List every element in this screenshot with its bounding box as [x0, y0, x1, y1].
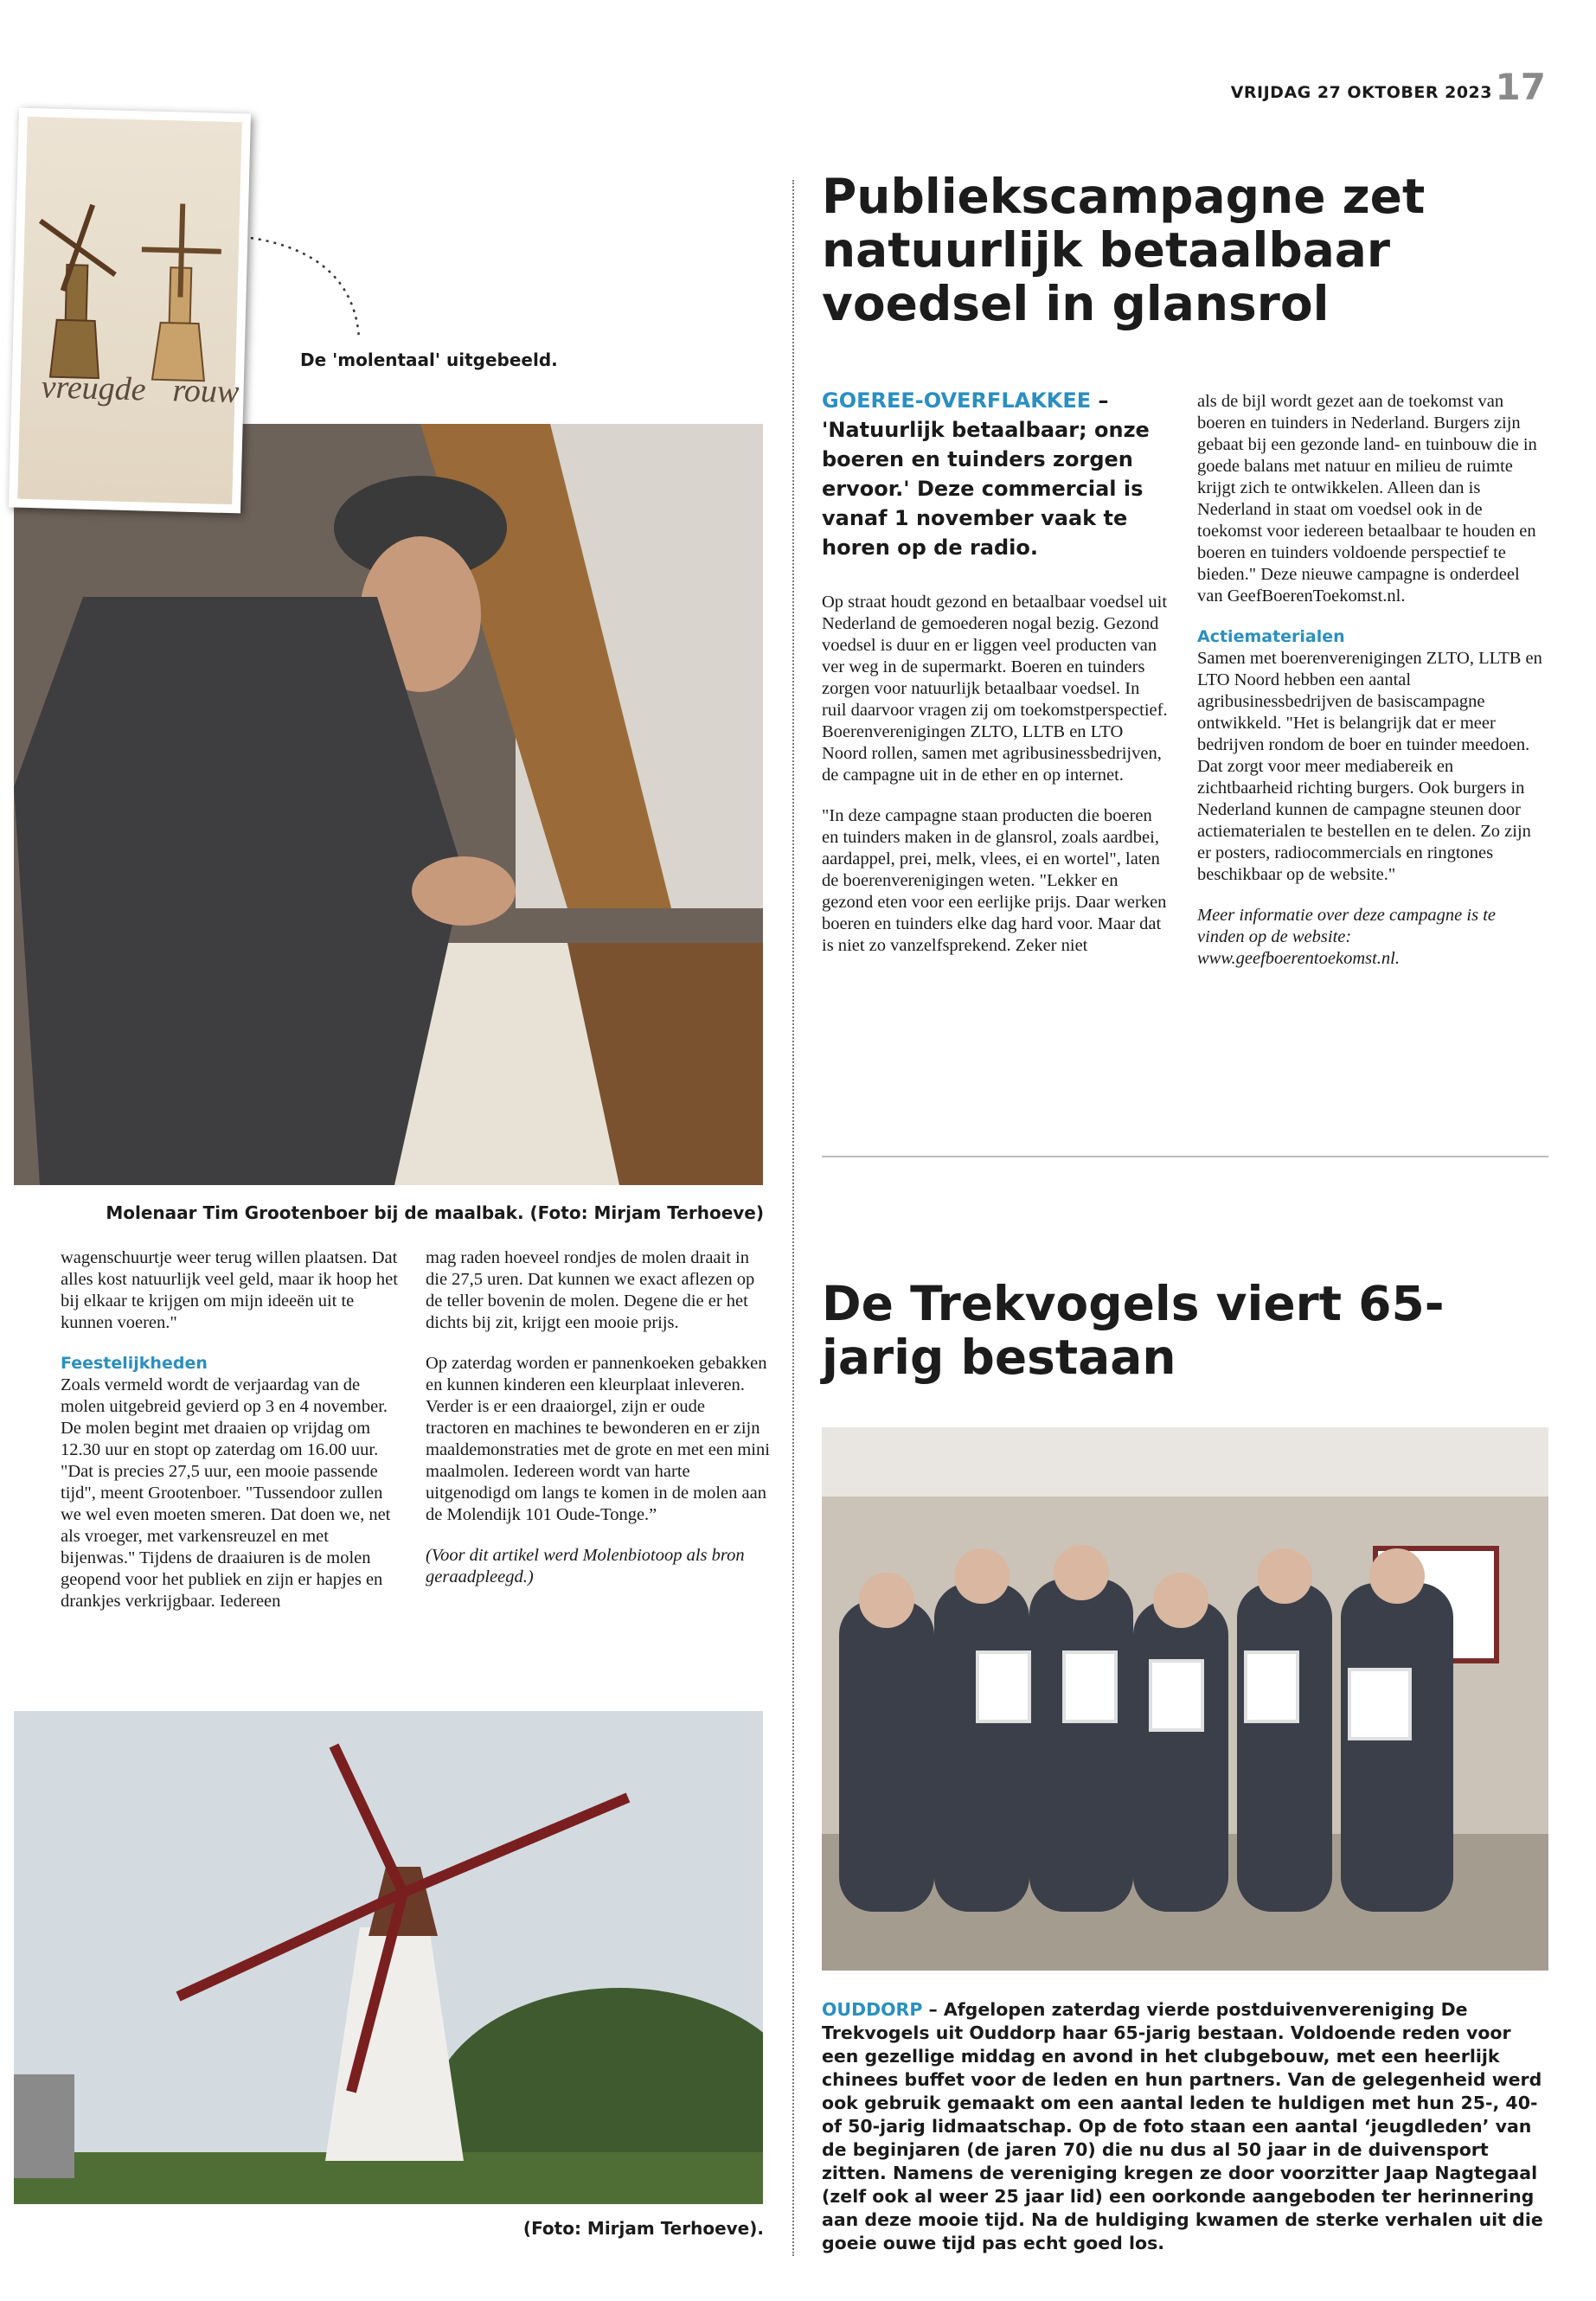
campaign-lead — [822, 386, 1168, 562]
windmill-symbols-illustration — [17, 117, 241, 504]
campaign-column-2 — [1197, 391, 1543, 989]
campaign-paragraph: "In deze campagne staan producten die boeren en tuinders maken in de glansrol, zoals aardbei, aardappel, prei, melk, vlees, ei en wortel", laten de boerenverenigingen weten. "Lekker en gezond eten voor een eerlijke prijs. Daar werken boeren en tuinders elke dag hard voor. Maar dat is niet zo vanzelfsprekend. Zeker niet — [822, 806, 1167, 955]
molentaal-photo — [9, 108, 251, 514]
article-separator — [822, 1156, 1548, 1157]
campaign-website-note: Meer informatie over deze campagne is te vinden op de website: www.geefboerentoekomst.nl. — [1197, 906, 1496, 968]
column-divider — [792, 180, 794, 2256]
polaroid-word-rouw: rouw — [172, 372, 240, 411]
trekvogels-dateline: OUDDORP — [822, 1999, 923, 2020]
trekvogels-group-photo — [822, 1427, 1548, 1971]
page-number: 17 — [1495, 66, 1546, 108]
campaign-subhead: Actiematerialen — [1197, 627, 1345, 646]
molen-source-note: (Voor dit artikel werd Molenbiotoop als bron geraadpleegd.) — [426, 1546, 745, 1586]
molenaar-photo-shapes — [14, 424, 763, 1185]
molentaal-photo-inner — [17, 117, 241, 504]
molen-paragraph: Op zaterdag worden er pannenkoeken gebakken en kunnen kinderen een kleurplaat inleveren. Verder is er een draaiorgel, zijn er oude tractoren en machines te bewonderen en er zijn maaldemonstraties met de grote en met een mini maalmolen. Iedereen wordt van harte uitgenodigd om langs te komen in de molen aan de Molendijk 101 Oude-Tonge.” — [426, 1354, 770, 1524]
campaign-paragraph: Op straat houdt gezond en betaalbaar voedsel uit Nederland de gemoederen nogal bezig. Gezond voedsel is duur en er liggen veel producten van ver weg in de supermarkt. Boeren en tuinders zorgen voor natuurlijk betaalbaar voedsel. In ruil daarvoor vragen zij om toekomstperspectief. Boerenverenigingen ZLTO, LLTB en LTO Noord rollen, samen met agribusinessbedrijven, de campagne uit in de ether en op internet. — [822, 593, 1168, 785]
campaign-dateline: GOEREE-OVERFLAKKEE — [822, 388, 1092, 413]
campaign-headline: Publiekscampagne zet natuurlijk betaalbaar voedsel in glansrol — [822, 169, 1426, 331]
molen-article-column-1 — [61, 1247, 407, 1631]
windmill-photo-shapes — [14, 1711, 763, 2204]
trekvogels-text — [822, 1998, 1550, 2255]
campaign-paragraph: Samen met boerenverenigingen ZLTO, LLTB en LTO Noord hebben een aantal agribusinessbedrijven de basiscampagne ontwikkeld. "Het is belangrijk dat er meer bedrijven rondom de boer en tuinder meedoen. Dat zorgt voor meer mediabereik en zichtbaarheid richting burgers. Ook burgers in Nederland kunnen de campagne steunen door actiematerialen te bestellen en te delen. Zo zijn er posters, radiocommercials en ringtones beschikbaar op de website." — [1197, 649, 1542, 884]
windmill-photo — [14, 1711, 763, 2204]
molenaar-caption: Molenaar Tim Grootenboer bij de maalbak. (Foto: Mirjam Terhoeve) — [106, 1202, 764, 1223]
campaign-column-1 — [822, 592, 1168, 976]
molen-subhead: Feestelijkheden — [61, 1354, 208, 1373]
page-date: VRIJDAG 27 OKTOBER 2023 — [1230, 83, 1492, 102]
polaroid-word-vreugde: vreugde — [41, 369, 147, 408]
campaign-lead-text: – 'Natuurlijk betaalbaar; onze boeren en tuinders zorgen ervoor.' Deze commercial is vanaf 1 november vaak te horen op de radio. — [822, 388, 1150, 560]
molentaal-caption: De 'molentaal' uitgebeeld. — [300, 349, 558, 370]
campaign-paragraph: als de bijl wordt gezet aan de toekomst van boeren en tuinders in Nederland. Burgers zijn gebaat bij een gezonde land- en tuinbouw die in goede balans met natuur en milieu de ruimte krijgt zich te ontwikkelen. Alleen dan is Nederland in staat om voedsel ook in de toekomst voor iedereen betaalbaar te houden en boeren en tuinders voldoende perspectief te bieden." Deze nieuwe campagne is onderdeel van GeefBoerenToekomst.nl. — [1197, 392, 1537, 606]
trekvogels-photo-shapes — [822, 1427, 1548, 1971]
molen-article-column-2 — [426, 1247, 772, 1607]
windmill-caption: (Foto: Mirjam Terhoeve). — [522, 2218, 764, 2239]
molen-paragraph: Zoals vermeld wordt de verjaardag van de molen uitgebreid gevierd op 3 en 4 november. De molen begint met draaien op vrijdag om 12.30 uur en stopt op zaterdag om 16.00 uur. "Dat is precies 27,5 uur, een mooie passende tijd", meent Grootenboer. "Tussendoor zullen we wel even moeten smeren. Dat doen we, net als vroeger, met varkensreuzel en met bijenwas." Tijdens de draaiuren is de molen geopend voor het publiek en zijn er hapjes en drankjes verkrijgbaar. Iedereen — [61, 1375, 391, 1611]
molenaar-photo — [14, 424, 763, 1185]
molen-paragraph: wagenschuurtje weer terug willen plaatsen. Dat alles kost natuurlijk veel geld, maar ik hoop het bij elkaar te krijgen om mijn ideeën uit te kunnen voeren." — [61, 1248, 398, 1332]
trekvogels-headline: De Trekvogels viert 65-jarig bestaan — [822, 1276, 1445, 1385]
trekvogels-body: – Afgelopen zaterdag vierde postduivenvereniging De Trekvogels uit Ouddorp haar 65-jarig bestaan. Voldoende reden voor een gezellige middag en avond in het clubgebouw, met een heerlijk chinees buffet voor de leden en hun partners. Van de gelegenheid werd ook gebruik gemaakt om een aantal leden te huldigen met hun 25-, 40- of 50-jarig lidmaatschap. Op de foto staan een aantal ‘jeugdleden’ van de beginjaren (de jaren 70) die nu dus al 50 jaar in de duivensport zitten. Namens de vereniging kregen ze door voorzitter Jaap Nagtegaal (zelf ook al weer 25 jaar lid) een oorkonde aangeboden ter herinnering aan deze mooie tijd. Na de huldiging kwamen de sterke verhalen uit die goeie ouwe tijd pas echt goed los. — [822, 1999, 1543, 2253]
molen-paragraph: mag raden hoeveel rondjes de molen draait in die 27,5 uren. Dat kunnen we exact aflezen op de teller bovenin de molen. Degene die er het dichts bij zit, krijgt een mooie prijs. — [426, 1248, 755, 1332]
